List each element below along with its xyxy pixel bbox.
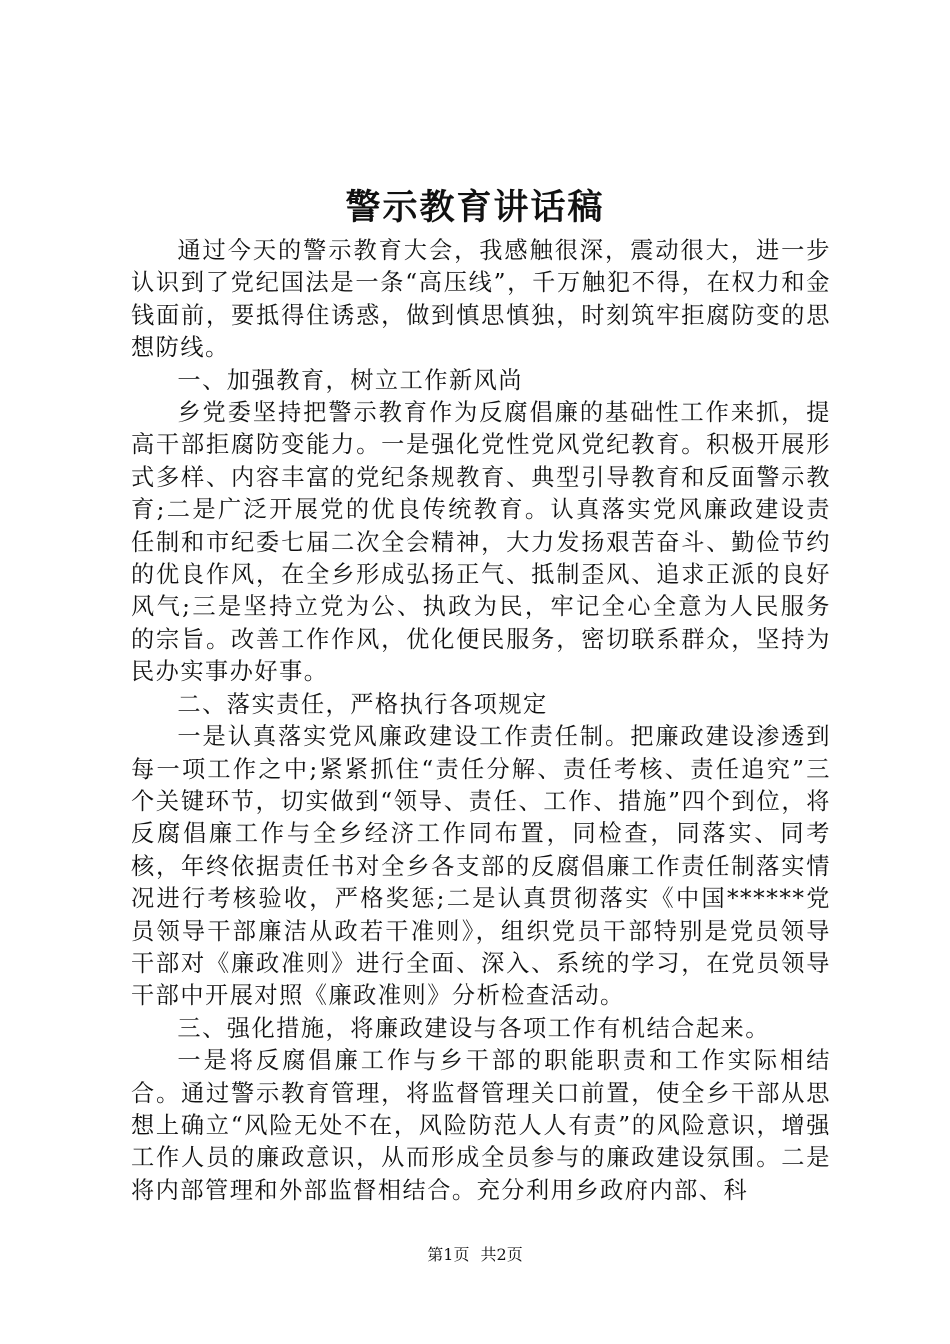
page-footer <box>0 1243 950 1267</box>
paragraph-section-2: 一是认真落实党风廉政建设工作责任制。把廉政建设渗透到每一项工作之中;紧紧抓住“责任分解、责任考核、责任追究”三个关键环节，切实做到“领导、责任、工作、措施”四个到位，将反腐倡廉工作与全乡经济工作同布置，同检查，同落实、同考核，年终依据责任书对全乡各支部的反腐倡廉工作责任制落实情况进行考核验收，严格奖惩;二是认真贯彻落实《中国******党员领导干部廉洁从政若干准则》，组织党员干部特别是党员领导干部对《廉政准则》进行全面、深入、系统的学习，在党员领导干部中开展对照《廉政准则》分析检查活动。 <box>131 723 831 1010</box>
document-body <box>131 235 831 1207</box>
section-heading-3: 三、强化措施，将廉政建设与各项工作有机结合起来。 <box>177 1014 770 1042</box>
section-heading-1: 一、加强教育，树立工作新风尚 <box>177 366 524 394</box>
section-heading-2: 二、落实责任，严格执行各项规定 <box>177 690 548 718</box>
paragraph-section-1: 乡党委坚持把警示教育作为反腐倡廉的基础性工作来抓，提高干部拒腐防变能力。一是强化党性党风党纪教育。积极开展形式多样、内容丰富的党纪条规教育、典型引导教育和反面警示教育;二是广泛开展党的优良传统教育。认真落实党风廉政建设责任制和市纪委七届二次全会精神，大力发扬艰苦奋斗、勤俭节约的优良作风，在全乡形成弘扬正气、抵制歪风、追求正派的良好风气;三是坚持立党为公、执政为民，牢记全心全意为人民服务的宗旨。改善工作作风，优化便民服务，密切联系群众，坚持为民办实事办好事。 <box>131 399 831 686</box>
page-total: 共2页 <box>480 1245 523 1264</box>
document-title: 警示教育讲话稿 <box>345 187 605 228</box>
paragraph-intro: 通过今天的警示教育大会，我感触很深，震动很大，进一步认识到了党纪国法是一条“高压线”，千万触犯不得，在权力和金钱面前，要抵得住诱惑，做到慎思慎独，时刻筑牢拒腐防变的思想防线。 <box>131 237 831 362</box>
page-number: 第1页 <box>427 1245 470 1264</box>
paragraph-section-3: 一是将反腐倡廉工作与乡干部的职能职责和工作实际相结合。通过警示教育管理，将监督管理关口前置，使全乡干部从思想上确立“风险无处不在，风险防范人人有责”的风险意识，增强工作人员的廉政意识，从而形成全员参与的廉政建设氛围。二是将内部管理和外部监督相结合。充分利用乡政府内部、科 <box>131 1047 831 1204</box>
